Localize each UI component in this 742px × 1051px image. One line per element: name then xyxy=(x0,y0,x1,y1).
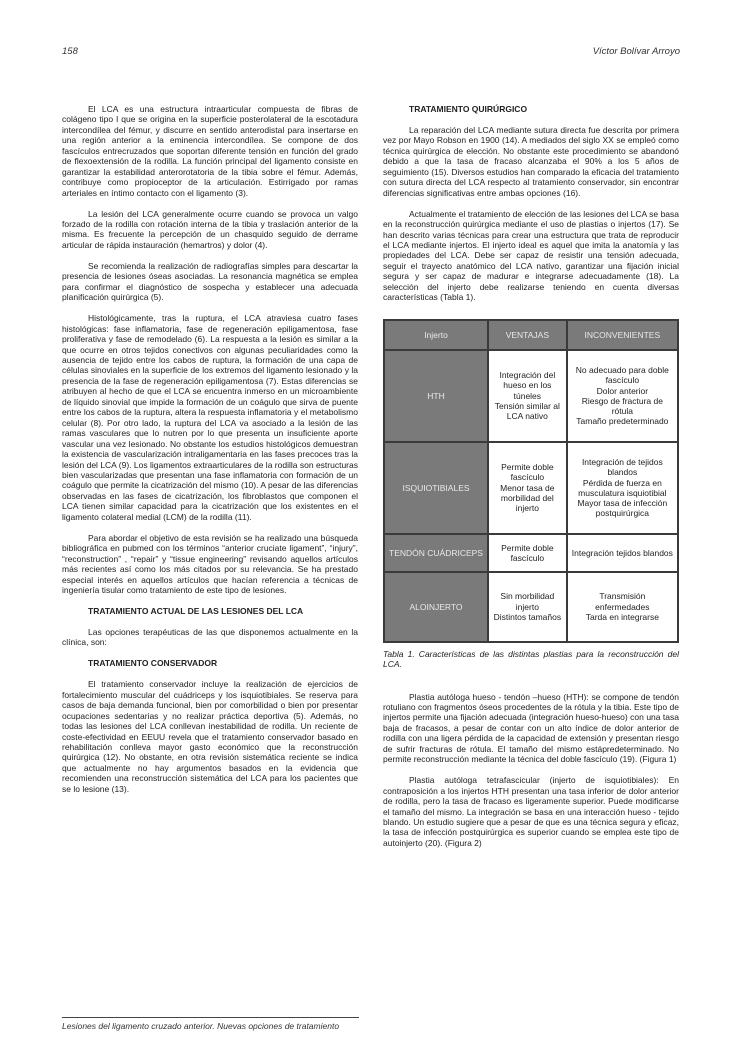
table-cell: Sin morbilidad injerto Distintos tamaños xyxy=(488,572,567,642)
left-column xyxy=(62,104,358,805)
table-cell: No adecuado para doble fascículo Dolor anterior Riesgo de fractura de rótula Tamaño predeterminado xyxy=(567,350,678,442)
section-heading: TRATAMIENTO ACTUAL DE LAS LESIONES DEL LCA xyxy=(88,605,304,616)
table-row xyxy=(384,572,678,642)
table-cell: Permite doble fascículo xyxy=(488,534,567,572)
table-cell: Integración tejidos blandos xyxy=(567,534,678,572)
table-row xyxy=(384,534,678,572)
table-row-head: TENDÓN CUÁDRICEPS xyxy=(384,534,488,572)
paragraph: Histológicamente, tras la ruptura, el LCA atraviesa cuatro fases histológicas: fase inflamatoria, fase de regeneración epiligamentosa, fase proliferativa y fase de remodelado (6). La respuesta a la lesión es similar a la que ocurre en otros tejidos conectivos con algunas peculiaridades como la ausencia de tejido entre los cabos de ruptura, la formación de una capa de células sinoviales en la superficie de los extremos del ligamento lesionado y la presencia de la fase de regeneración epiligamentosa (7). Estas diferencias se atribuyen al hecho de que el LCA se encuentra inmerso en un microambiente de líquido sinovial que impide la formación de un coágulo que sirva de puente entre los cabos de la ruptura, altera la respuesta inflamatoria y el metabolismo celular (8). Por otro lado, la ruptura del LCA va asociado a la lesión de las ramas vasculares que lo nutren por lo que presenta un insuficiente aporte vascular una vez lesionado. No obstante los estudios histológicos demuestran la existencia de vascularización intraligamentaria en las fases precoces tras la lesión del LCA (9). Los ligamentos extraarticulares de la rodilla son estructuras bien vascularizadas que presentan una fase inflamatoria con formación de un coágulo que permite la cicatrización del mismo (10). A pesar de las diferencias observadas en las fases de cicatrización, los fibroblastos que componen el LCA tienen similar capacidad para la cicatrización que los existentes en el ligamento colateral medial (LCM) de la rodilla (11). xyxy=(62,313,358,522)
grafts-table xyxy=(383,319,679,643)
paragraph: El LCA es una estructura intraarticular compuesta de fibras de colágeno tipo I que se origina en la superficie posterolateral de la escotadura intercondílea del fémur, y discurre en sentido anterodistal para insertarse en una región anterior a la eminencia intercondílea. Se compone de dos fascículos entrecruzados que soportan diferente tensión en función del grado de flexoextensión de la rodilla. La función principal del ligamento consiste en garantizar la estabilidad anterorotatoria de la tibia sobre el fémur. Además, contribuye como propioceptor de la articulación. Estirrigado por ramas arteriales en íntimo contacto con el ligamento (3). xyxy=(62,104,358,198)
paragraph: Plastia autóloga hueso - tendón –hueso (HTH): se compone de tendón rotuliano con fragmentos óseos procedentes de la rótula y la tibia. Este tipo de injertos permite una fijación adecuada (integración hueso-hueso) con una tasa baja de fracasos, a pesar de contar con un alto índice de dolor anterior de rodilla con una ligera pérdida de la capacidad de extensión y presentan riesgo de sufrir fracturas de rótula. El tamaño del mismo estápredeterminado. No permite reconstrucción mediante la técnica del doble fascículo (19). (Figura 1) xyxy=(383,691,679,765)
running-author: Víctor Bolívar Arroyo xyxy=(592,46,680,57)
table-header-cell: Injerto xyxy=(384,320,488,350)
table-row-head: HTH xyxy=(384,350,488,442)
right-column xyxy=(383,104,679,859)
table-header-cell: INCONVENIENTES xyxy=(567,320,678,350)
paragraph: Plastia autóloga tetrafascicular (injerto de isquiotibiales): En contraposición a los injertos HTH presentan una tasa inferior de dolor anterior de rodilla, pero la tasa de fracaso es ligeramente superior. Puede modificarse el tamaño del mismo. La integración se basa en una interacción hueso - tejido blando. Un estudio sugiere que a pesar de que es una técnica segura y eficaz, la tasa de infección postquirúrgica es superior cuando se emplea este tipo de autoinjerto (20). (Figura 2) xyxy=(383,775,679,848)
page-number: 158 xyxy=(62,46,78,57)
paragraph: La lesión del LCA generalmente ocurre cuando se provoca un valgo forzado de la rodilla con rotación interna de la tibia y traslación anterior de la misma. Es frecuente la percepción de un chasquido seguido de derrame articular de rápida instauración (hemartros) y dolor (4). xyxy=(62,208,358,250)
footer-divider xyxy=(62,1017,359,1018)
table-caption: Tabla 1. Características de las distintas plastias para la reconstrucción del LCA. xyxy=(383,648,679,670)
table-row-head: ALOINJERTO xyxy=(384,572,488,642)
table-cell: Integración del hueso en los túneles Tensión similar al LCA nativo xyxy=(488,350,567,442)
table-row-head: ISQUIOTIBIALES xyxy=(384,442,488,534)
table-cell: Permite doble fascículo Menor tasa de morbilidad del injerto xyxy=(488,442,567,534)
section-heading: TRATAMIENTO CONSERVADOR xyxy=(88,658,218,669)
table-row xyxy=(384,442,678,534)
table-header-row xyxy=(384,320,678,350)
paragraph: Se recomienda la realización de radiografías simples para descartar la presencia de lesiones óseas asociadas. La resonancia magnética se emplea para confirmar el diagnóstico de sospecha y establecer una adecuada planificación quirúrgica (5). xyxy=(62,260,358,303)
page-footer: Lesiones del ligamento cruzado anterior. Nuevas opciones de tratamiento xyxy=(62,1021,340,1031)
paragraph: Actualmente el tratamiento de elección de las lesiones del LCA se basa en la reconstrucción quirúrgica mediante el uso de plastias o injertos (17). Se han descrito varias técnicas para crear una estructura que trata de reproducir el LCA mediante injertos. El injerto ideal es aquel que imita la anatomía y las propiedades del LCA. Debe ser capaz de resistir una tensión adecuada, seguir el trayecto anatómico del LCA nativo, garantizar una fijación inicial segura y ser capaz de madurar e integrarse adecuadamente (18). La selección del injerto debe realizarse teniendo en cuenta diversas características (Tabla 1). xyxy=(383,208,679,303)
table-row xyxy=(384,350,678,442)
paragraph: El tratamiento conservador incluye la realización de ejercicios de fortalecimiento muscular del cuádriceps y los isquiotibiales. Se reserva para casos de baja demanda funcional, bien por comorbilidad o bien por presentar ocupaciones sedentarias y no realizar práctica deportiva (5). Además, no todas las lesiones del LCA conllevan inestabilidad de rodilla. Un reciente de coste-efectividad en EEUU revela que el tratamiento conservador basado en rehabilitación conlleva mayor gasto económico que la reconstrucción quirúrgica (12). No obstante, en otra revisión sistemática reciente se indica que actualmente no hay argumentos basados en la evidencia que recomienden una reconstrucción sistemática del LCA para los pacientes que se lo lesione (13). xyxy=(62,679,358,794)
table-header-cell: VENTAJAS xyxy=(488,320,567,350)
paragraph: La reparación del LCA mediante sutura directa fue descrita por primera vez por Mayo Robson en 1900 (14). A mediados del siglo XX se empleó como técnica quirúrgica de elección. No obstante este procedimiento se abandonó debido a que la tasa de fracaso alcanzaba el 90% a los 5 años de seguimiento (15). Diversos estudios han comparado la eficacia del tratamiento con sutura directa del LCA respecto al tratamiento conservador, sin encontrar diferencias significativas entre ambas opciones (16). xyxy=(383,124,679,198)
paragraph: Para abordar el objetivo de esta revisión se ha realizado una búsqueda bibliográfica en pubmed con los términos “anterior cruciate ligament”, “injury”, “reconstruction” , “repair” y “tissue engineering” revisando aquellos artículos más recientes así como los más citados por su relevancia. Se ha prestado especial interés en aquellos artículos que hacían referencia a técnicas de ingeniería tisular como tratamiento de este tipo de lesiones. xyxy=(62,532,358,596)
paragraph: Las opciones terapéuticas de las que disponemos actualmente en la clínica, son: xyxy=(62,626,358,648)
table-cell: Integración de tejidos blandos Pérdida de fuerza en musculatura isquiotibial Mayor tasa de infección postquirúrgica xyxy=(567,442,678,534)
table-cell: Transmisión enfermedades Tarda en integrarse xyxy=(567,572,678,642)
section-heading: TRATAMIENTO QUIRÚRGICO xyxy=(409,104,528,114)
